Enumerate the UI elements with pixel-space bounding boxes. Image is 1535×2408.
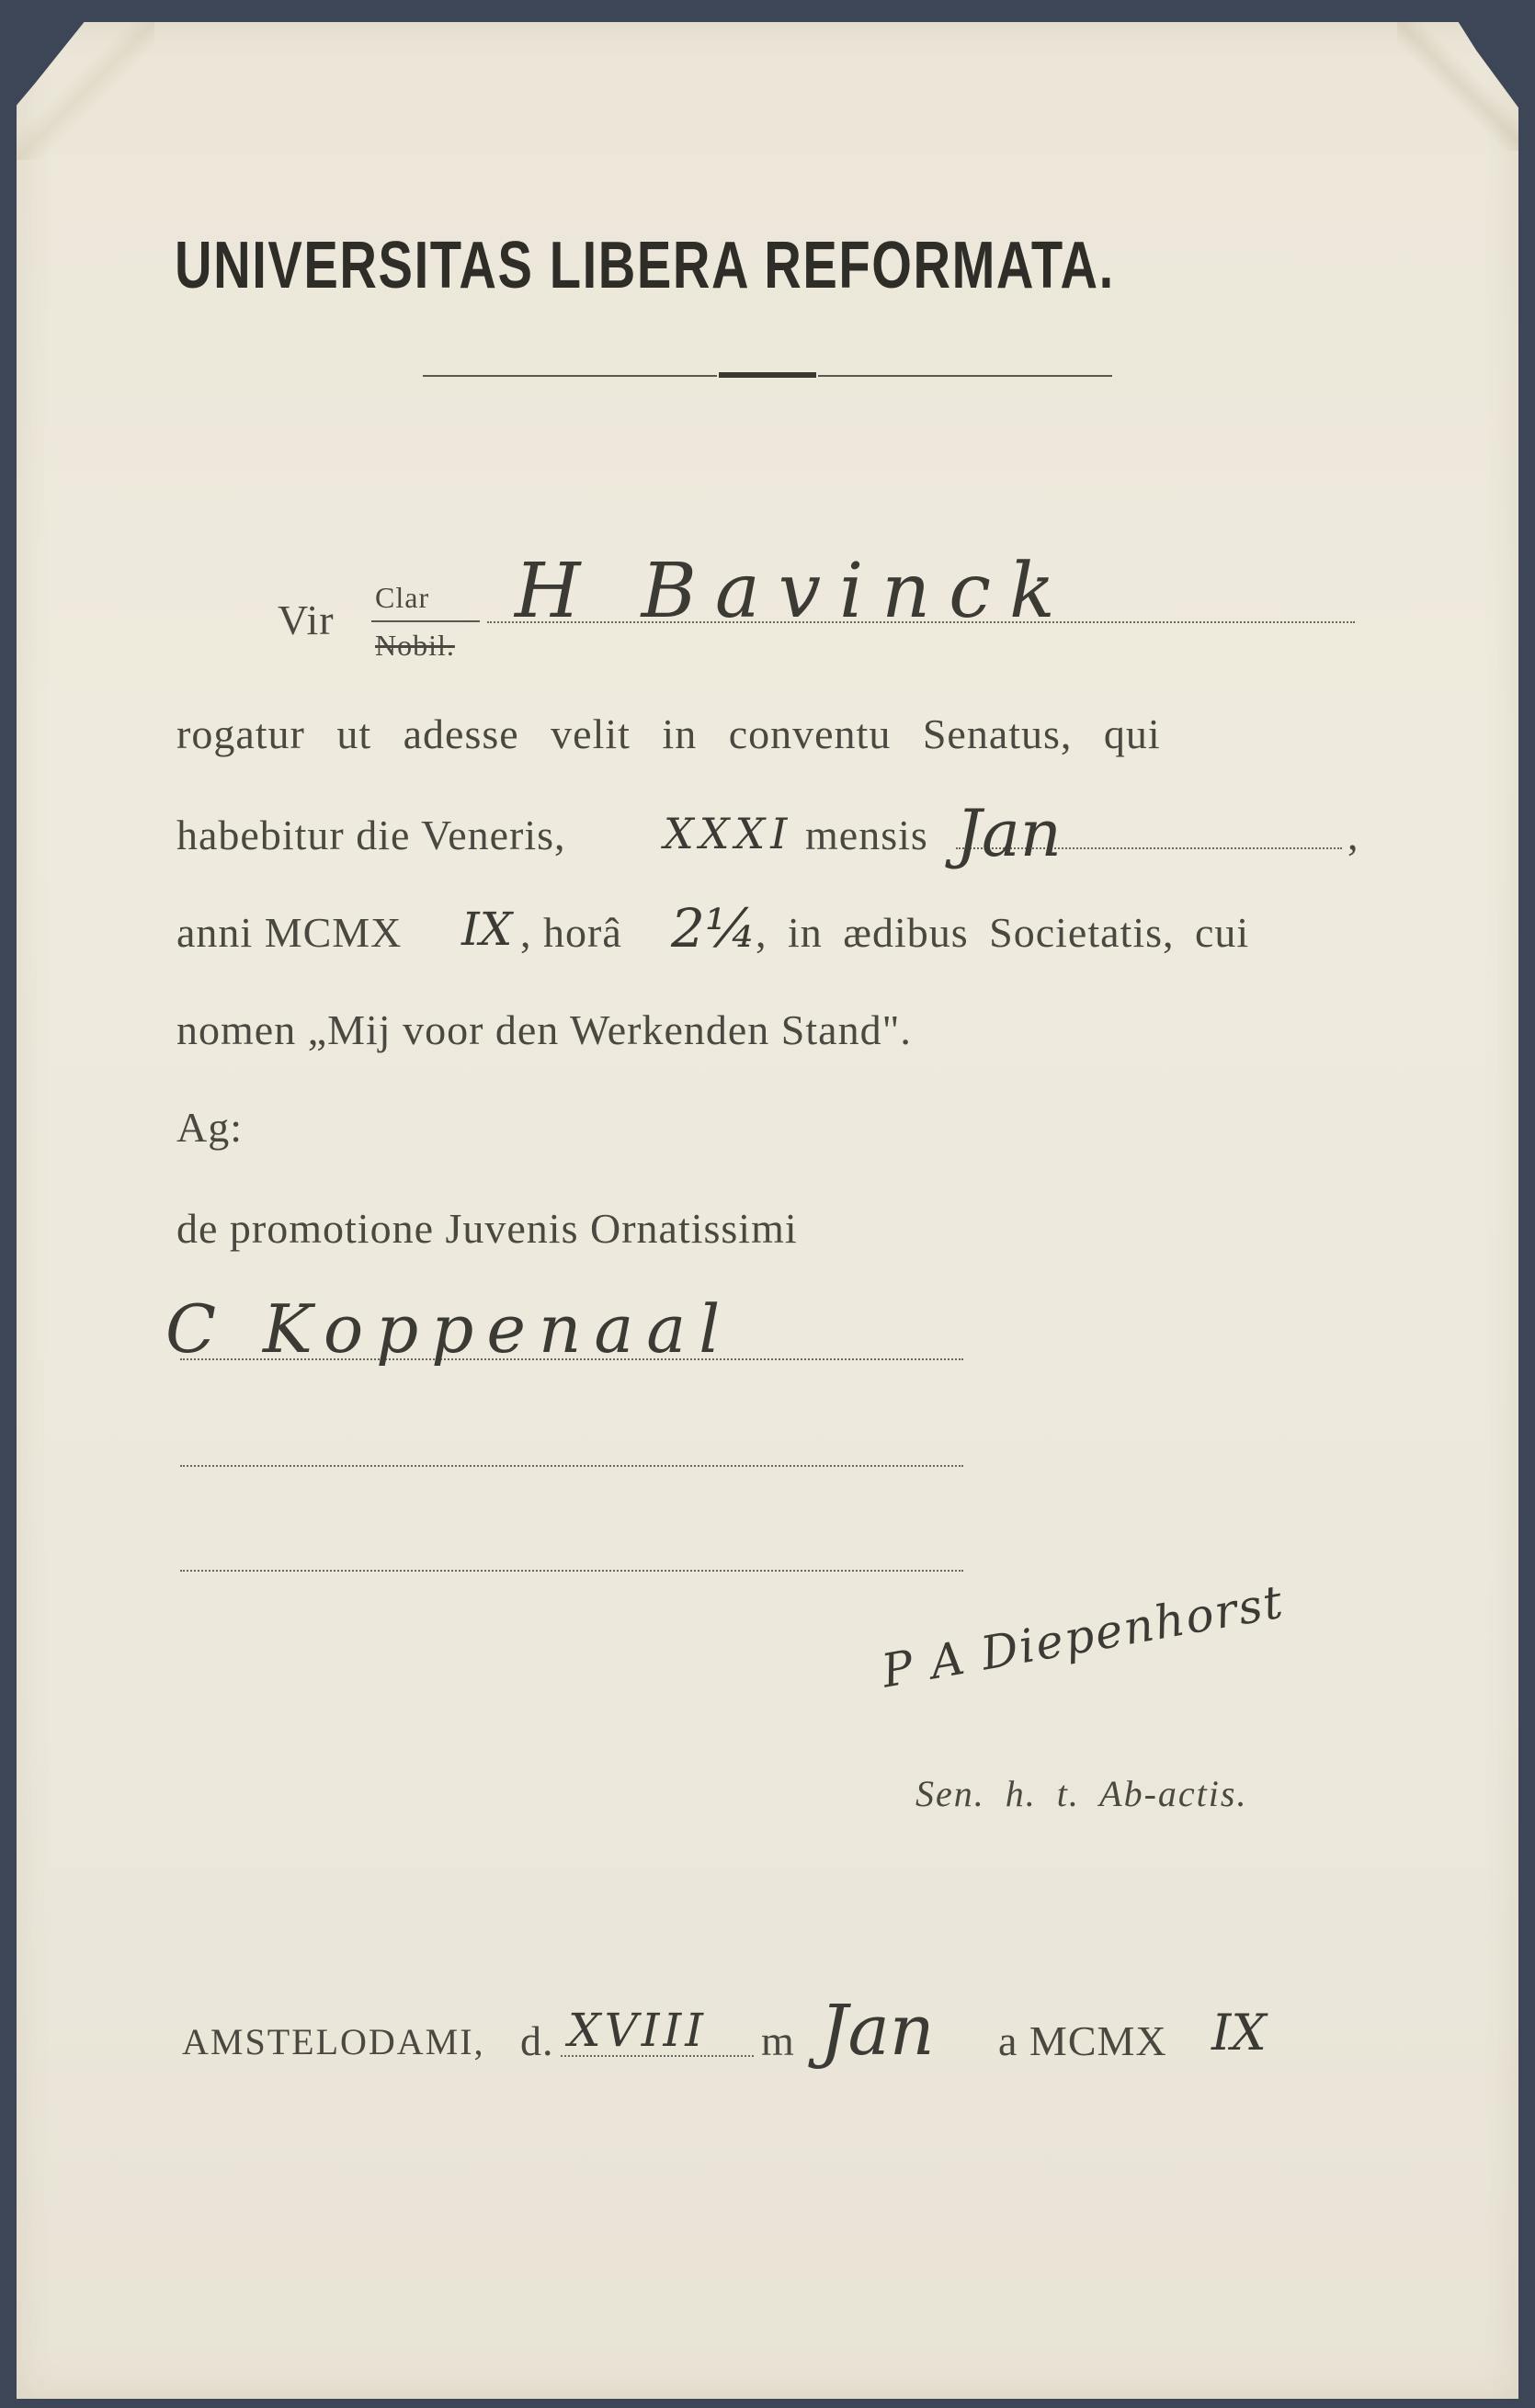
title-rule-left bbox=[423, 375, 717, 377]
recipient-name-handwritten: H Bavinck bbox=[515, 548, 1074, 635]
body-line-2-a: habebitur die Veneris, bbox=[176, 812, 566, 858]
footer-a-label: a MCMX bbox=[998, 2017, 1167, 2064]
body-line-5: de promotione Juvenis Ornatissimi bbox=[176, 1205, 798, 1252]
body-line-1: rogatur ut adesse velit in conventu Senatus, qui bbox=[176, 710, 1161, 757]
body-line-3-a: anni MCMX bbox=[176, 909, 403, 956]
footer-place: AMSTELODAMI, bbox=[182, 2021, 485, 2062]
document-title: UNIVERSITAS LIBERA REFORMATA. bbox=[175, 229, 1115, 302]
candidate-name-handwritten: C Koppenaal bbox=[165, 1290, 733, 1368]
salutation-title-nobil: Nobil. bbox=[375, 629, 455, 662]
footer-month-handwritten: Jan bbox=[820, 1989, 935, 2071]
title-rule-right bbox=[818, 375, 1112, 377]
footer-year-handwritten: IX bbox=[1211, 2004, 1267, 2062]
meeting-year-handwritten: IX bbox=[461, 903, 513, 956]
salutation-title-divider bbox=[371, 620, 480, 622]
agenda-label: Ag: bbox=[176, 1104, 243, 1151]
secretary-signature: P A Diepenhorst bbox=[877, 1574, 1289, 1698]
body-line-2-mensis: mensis bbox=[805, 812, 928, 858]
body-line-3-hora: , horâ bbox=[520, 909, 622, 956]
salutation-prefix: Vir bbox=[278, 596, 335, 643]
footer-d-label: d. bbox=[520, 2017, 554, 2064]
title-rule-center bbox=[719, 372, 816, 378]
body-line-4: nomen „Mij voor den Werkenden Stand". bbox=[176, 1006, 912, 1053]
blank-dotted-line-1 bbox=[180, 1465, 963, 1467]
blank-dotted-line-2 bbox=[180, 1570, 963, 1572]
meeting-hour-handwritten: 2¼ bbox=[671, 897, 757, 960]
body-line-3-c: , in ædibus Societatis, cui bbox=[756, 909, 1250, 956]
footer-day-handwritten: XVIII bbox=[568, 2004, 707, 2057]
secretary-role: Sen. h. t. Ab-actis. bbox=[915, 1773, 1248, 1814]
meeting-day-handwritten: XXXI bbox=[664, 809, 793, 858]
body-line-2-end: , bbox=[1347, 812, 1359, 858]
footer-m-label: m bbox=[761, 2017, 795, 2064]
salutation-title-clar: Clar bbox=[375, 581, 430, 614]
meeting-month-handwritten: Jan bbox=[956, 796, 1062, 871]
